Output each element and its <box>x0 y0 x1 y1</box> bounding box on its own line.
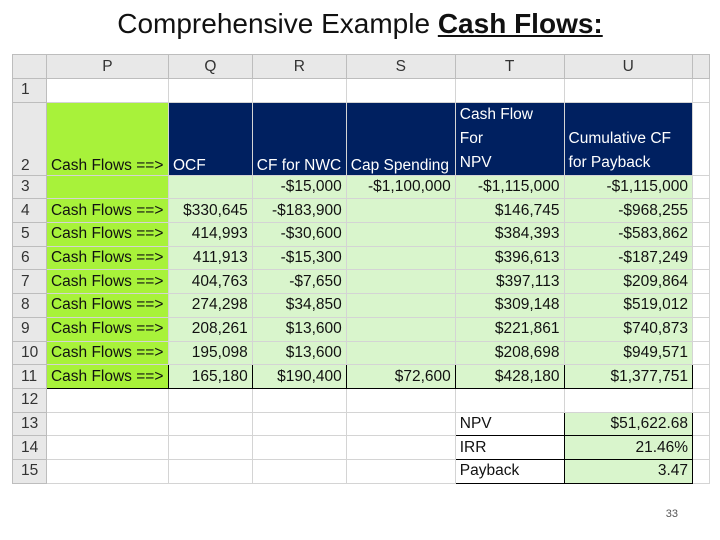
column-header-r[interactable]: R <box>252 55 346 79</box>
cell[interactable] <box>46 79 168 103</box>
cell[interactable] <box>693 365 710 389</box>
cell[interactable] <box>693 246 710 270</box>
row-header[interactable]: 3 <box>13 175 47 199</box>
cell-npv-value[interactable]: $51,622.68 <box>564 412 693 436</box>
cell[interactable] <box>346 412 455 436</box>
row-header[interactable]: 11 <box>13 365 47 389</box>
cell-label[interactable]: Cash Flows ==> <box>46 294 168 318</box>
cell[interactable] <box>168 459 252 483</box>
row-header[interactable]: 12 <box>13 388 47 412</box>
cell[interactable] <box>564 388 693 412</box>
table-row <box>13 246 710 270</box>
cell[interactable] <box>693 459 710 483</box>
cell[interactable] <box>252 459 346 483</box>
cell-payback-label[interactable]: Payback <box>455 459 564 483</box>
cell[interactable] <box>693 199 710 223</box>
cell-label[interactable]: Cash Flows ==> <box>46 270 168 294</box>
cell[interactable] <box>346 436 455 460</box>
cell-payback-value[interactable]: 3.47 <box>564 459 693 483</box>
cell-label[interactable]: Cash Flows ==> <box>46 223 168 247</box>
row-header[interactable]: 8 <box>13 294 47 318</box>
cell[interactable] <box>252 412 346 436</box>
cell-capspend[interactable] <box>346 341 455 365</box>
cell[interactable] <box>693 270 710 294</box>
cell-cumulative-cf[interactable]: -$968,255 <box>564 199 693 223</box>
table-row <box>13 223 710 247</box>
cell-cumulative-cf[interactable]: $740,873 <box>564 317 693 341</box>
cell-ocf[interactable]: $330,645 <box>168 199 252 223</box>
cell[interactable] <box>693 388 710 412</box>
data-rows <box>13 199 710 389</box>
cell-nwc[interactable]: $34,850 <box>252 294 346 318</box>
column-header-u[interactable]: U <box>564 55 693 79</box>
row-header[interactable]: 1 <box>13 79 47 103</box>
cell-npv-cf[interactable]: $208,698 <box>455 341 564 365</box>
cell-ocf[interactable]: 274,298 <box>168 294 252 318</box>
row-header[interactable]: 7 <box>13 270 47 294</box>
table-row <box>13 294 710 318</box>
cell[interactable] <box>46 412 168 436</box>
cell-header-cumulative[interactable] <box>564 102 693 175</box>
cell[interactable] <box>564 79 693 103</box>
cell[interactable] <box>168 436 252 460</box>
cell-npv-cf[interactable]: $428,180 <box>455 365 564 389</box>
cell-label[interactable]: Cash Flows ==> <box>46 199 168 223</box>
cell-npv-cf[interactable]: $397,113 <box>455 270 564 294</box>
cell-cumulative-cf[interactable]: $949,571 <box>564 341 693 365</box>
cell-capspend[interactable] <box>346 223 455 247</box>
cum-header-line2: for Payback <box>568 153 651 171</box>
cell[interactable] <box>252 79 346 103</box>
cell-label[interactable]: Cash Flows ==> <box>46 102 168 175</box>
row-header[interactable]: 4 <box>13 199 47 223</box>
cell-label[interactable] <box>46 175 168 199</box>
cell-capspend[interactable] <box>346 199 455 223</box>
cell-cumulative-cf[interactable]: $209,864 <box>564 270 693 294</box>
row-header[interactable]: 6 <box>13 246 47 270</box>
cell[interactable] <box>693 79 710 103</box>
cell-label[interactable]: Cash Flows ==> <box>46 246 168 270</box>
cell-ocf[interactable]: 208,261 <box>168 317 252 341</box>
row-header[interactable]: 2 <box>13 102 47 175</box>
cell-nwc[interactable]: -$183,900 <box>252 199 346 223</box>
cell[interactable] <box>693 294 710 318</box>
cell[interactable] <box>693 317 710 341</box>
cell-nwc[interactable]: -$7,650 <box>252 270 346 294</box>
cell[interactable] <box>455 79 564 103</box>
cell-header-npv[interactable] <box>455 102 564 175</box>
cell[interactable] <box>455 388 564 412</box>
cell-capspend[interactable] <box>346 294 455 318</box>
cell[interactable] <box>46 459 168 483</box>
title-prefix: Comprehensive Example <box>117 8 438 39</box>
column-header-p[interactable]: P <box>46 55 168 79</box>
cell-npv-cf[interactable]: $309,148 <box>455 294 564 318</box>
page-number: 33 <box>665 508 678 520</box>
cell[interactable] <box>252 388 346 412</box>
cell-capspend[interactable] <box>346 317 455 341</box>
cell-capspend[interactable]: -$1,100,000 <box>346 175 455 199</box>
cell[interactable] <box>693 175 710 199</box>
table-row <box>13 317 710 341</box>
cell-ocf[interactable]: 404,763 <box>168 270 252 294</box>
cell-cumulative-cf[interactable]: $519,012 <box>564 294 693 318</box>
cell[interactable] <box>346 79 455 103</box>
cell-npv-cf[interactable]: $221,861 <box>455 317 564 341</box>
cell-capspend[interactable]: $72,600 <box>346 365 455 389</box>
row-header[interactable]: 14 <box>13 436 47 460</box>
cell[interactable] <box>168 79 252 103</box>
cell-nwc[interactable]: -$15,000 <box>252 175 346 199</box>
cell[interactable] <box>46 388 168 412</box>
npv-header-line1: Cash Flow For <box>459 105 533 147</box>
cell-header-nwc[interactable]: CF for NWC <box>252 102 346 175</box>
npv-header-line2: NPV <box>459 153 492 171</box>
row-header[interactable]: 15 <box>13 459 47 483</box>
title-underlined: Cash Flows: <box>437 8 603 39</box>
column-header-partial[interactable] <box>693 55 710 79</box>
cell-nwc[interactable]: $13,600 <box>252 317 346 341</box>
column-header-t[interactable]: T <box>455 55 564 79</box>
cell-ocf[interactable] <box>168 175 252 199</box>
cell-label[interactable]: Cash Flows ==> <box>46 317 168 341</box>
table-row <box>13 199 710 223</box>
row-header[interactable]: 13 <box>13 412 47 436</box>
cell-nwc[interactable]: $13,600 <box>252 341 346 365</box>
row-header[interactable]: 5 <box>13 223 47 247</box>
column-header-q[interactable]: Q <box>168 55 252 79</box>
cell[interactable] <box>693 223 710 247</box>
cell-header-ocf[interactable]: OCF <box>168 102 252 175</box>
cell-npv-cf[interactable]: -$1,115,000 <box>455 175 564 199</box>
cell[interactable] <box>693 102 710 175</box>
cell[interactable] <box>252 436 346 460</box>
row-header[interactable]: 10 <box>13 341 47 365</box>
select-all-corner[interactable] <box>13 55 47 79</box>
cell-ocf[interactable]: 195,098 <box>168 341 252 365</box>
column-header-s[interactable]: S <box>346 55 455 79</box>
table-row <box>13 341 710 365</box>
cell-npv-cf[interactable]: $396,613 <box>455 246 564 270</box>
cell-grid <box>12 54 710 484</box>
cell-cumulative-cf[interactable]: $1,377,751 <box>564 365 693 389</box>
cell[interactable] <box>693 341 710 365</box>
cell-label[interactable]: Cash Flows ==> <box>46 341 168 365</box>
row-header[interactable]: 9 <box>13 317 47 341</box>
cell-nwc[interactable]: -$15,300 <box>252 246 346 270</box>
cell-ocf[interactable]: 165,180 <box>168 365 252 389</box>
cell-npv-cf[interactable]: $384,393 <box>455 223 564 247</box>
cell-cumulative-cf[interactable]: -$187,249 <box>564 246 693 270</box>
cell[interactable] <box>168 412 252 436</box>
cell-irr-value[interactable]: 21.46% <box>564 436 693 460</box>
table-row <box>13 270 710 294</box>
cell-ocf[interactable]: 414,993 <box>168 223 252 247</box>
cell[interactable] <box>693 412 710 436</box>
cell-nwc[interactable]: $190,400 <box>252 365 346 389</box>
cell[interactable] <box>346 459 455 483</box>
cell-cumulative-cf[interactable]: -$1,115,000 <box>564 175 693 199</box>
table-row <box>13 365 710 389</box>
cell-header-capspend[interactable]: Cap Spending <box>346 102 455 175</box>
cell-label[interactable]: Cash Flows ==> <box>46 365 168 389</box>
cum-header-line1: Cumulative CF <box>568 129 672 147</box>
cell-irr-label[interactable]: IRR <box>455 436 564 460</box>
cell-capspend[interactable] <box>346 246 455 270</box>
cell-capspend[interactable] <box>346 270 455 294</box>
cell-ocf[interactable]: 411,913 <box>168 246 252 270</box>
slide-title <box>0 8 720 40</box>
cell[interactable] <box>168 388 252 412</box>
cell-npv-label[interactable]: NPV <box>455 412 564 436</box>
cell[interactable] <box>693 436 710 460</box>
cell[interactable] <box>346 388 455 412</box>
spreadsheet <box>12 54 710 480</box>
cell-nwc[interactable]: -$30,600 <box>252 223 346 247</box>
cell-cumulative-cf[interactable]: -$583,862 <box>564 223 693 247</box>
cell[interactable] <box>46 436 168 460</box>
cell-npv-cf[interactable]: $146,745 <box>455 199 564 223</box>
